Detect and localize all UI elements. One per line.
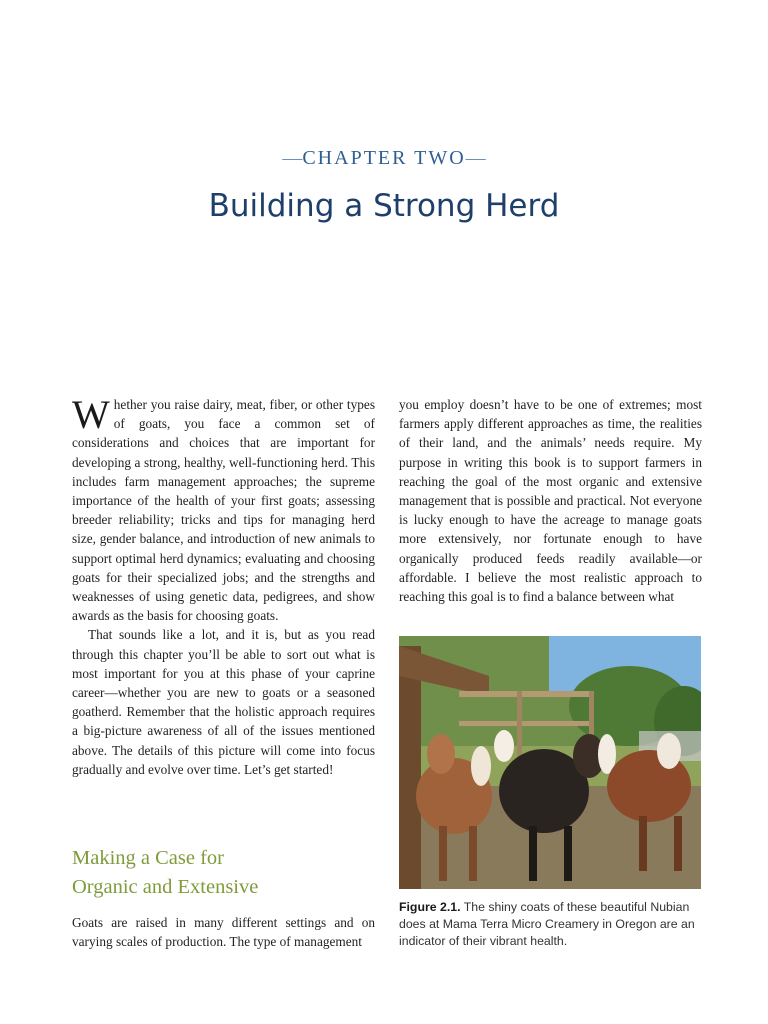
photo-fence-top — [459, 691, 594, 697]
section-heading-line1: Making a Case for — [72, 847, 224, 869]
intro-paragraph-text: hether you raise dairy, meat, fiber, or other types of goats, you face a common set of considerations and choices that are important for developing a strong, healthy, well-functioning herd. This includes farm management approaches; the supreme importance of the health of your first goats; assessing breeder reliability; tricks and tips for managing herd size, gender balance, and introduction of new animals to support optimal herd dynamics; evaluating and choosing goats for their specialized jobs; and the strengths and weaknesses of using genetic data, pedigrees, and show awards as the basis for choosing goats. — [72, 397, 375, 624]
photo-leg-4 — [564, 826, 572, 881]
photo-fence-rail — [459, 721, 594, 726]
label-dash-left: — — [282, 147, 303, 169]
intro-paragraph — [72, 392, 375, 625]
chapter-title: Building a Strong Herd — [208, 188, 560, 224]
section-paragraph: Goats are raised in many different settings and on varying scales of production. The type of management — [72, 915, 375, 950]
chapter-label-text: CHAPTER TWO — [302, 147, 466, 169]
photo-leg — [439, 826, 447, 881]
section-heading-line2: Organic and Extensive — [72, 876, 259, 898]
photo-leg-2 — [469, 826, 477, 881]
photo-leg-3 — [529, 826, 537, 881]
left-column — [72, 392, 375, 779]
goats-photo-illustration — [399, 636, 701, 889]
photo-shed-post — [399, 646, 421, 889]
figure-label: Figure 2.1. — [399, 900, 461, 914]
label-dash-right: — — [465, 147, 486, 169]
right-column-paragraph: you employ doesn’t have to be one of extremes; most farmers apply different approaches as time, the realities of their land, and the animals’ needs require. My purpose in writing this book is to support farmers in reaching the goal of the most organic and extensive management that is possible and practical. Not everyone is lucky enough to have the acreage to manage goats more extensively, nor fortunate enough to have organically produced feeds readily available—or affordable. I believe the most realistic approach to reaching this goal is to find a balance between what — [399, 397, 702, 605]
photo-leg-6 — [674, 816, 682, 871]
second-paragraph: That sounds like a lot, and it is, but as you read through this chapter you’ll be able to sort out what is most important for you at this phase of your caprine career—whether you are new to goats or a seasoned goatherd. Remember that the holistic approach requires a big-picture awareness of all of the issues mentioned above. The details of this picture will come into focus gradually and evolve over time. Let’s get started! — [72, 627, 375, 777]
section-paragraph-column — [72, 913, 375, 951]
photo-leg-5 — [639, 816, 647, 871]
photo-goat-4-head — [494, 730, 514, 762]
section-heading — [72, 844, 375, 902]
photo-goat-1-ear — [471, 746, 491, 786]
right-column — [399, 395, 702, 606]
figure-caption — [399, 899, 703, 950]
photo-fence-post — [517, 691, 522, 761]
photo-goat-3-head — [657, 733, 681, 769]
figure-caption-text: The shiny coats of these beautiful Nubian does at Mama Terra Micro Creamery in Oregon are an indicator of their vibrant health. — [399, 900, 695, 948]
figure-photo — [399, 636, 701, 889]
chapter-label — [0, 147, 768, 170]
photo-goat-1-head — [427, 734, 455, 774]
drop-cap: W — [72, 392, 110, 437]
